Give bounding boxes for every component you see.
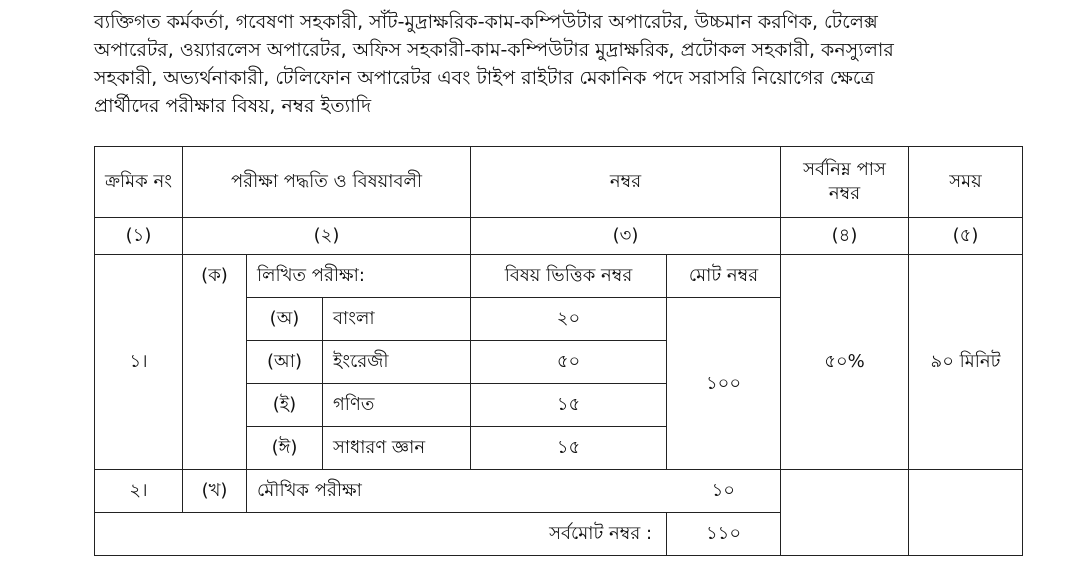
written-serial: ১। [95,255,183,470]
subject-marks: ২০ [471,298,667,341]
viva-pass-empty [781,470,909,556]
subject-marks: ১৫ [471,384,667,427]
viva-marks: ১০ [667,470,781,513]
column-number: (৫) [909,218,1023,255]
written-pass-marks: ৫০% [781,255,909,470]
written-title: লিখিত পরীক্ষা: [247,255,471,298]
header-method: পরীক্ষা পদ্ধতি ও বিষয়াবলী [183,147,471,218]
subject-name: গণিত [323,384,471,427]
viva-label: (খ) [183,470,247,513]
written-label-spacer [183,298,247,470]
written-label: (ক) [183,255,247,298]
grand-total-label: সর্বমোট নম্বর : [95,513,667,556]
viva-title: মৌখিক পরীক্ষা [247,470,667,513]
subject-marks-header: বিষয় ভিত্তিক নম্বর [471,255,667,298]
subject-code: (ই) [247,384,323,427]
viva-time-empty [909,470,1023,556]
column-number-row [95,218,1023,255]
total-marks-header: মোট নম্বর [667,255,781,298]
subject-code: (ঈ) [247,427,323,470]
exam-table [94,146,1023,556]
subject-name: ইংরেজী [323,341,471,384]
written-header-row [95,255,1023,298]
column-number: (৪) [781,218,909,255]
written-time: ৯০ মিনিট [909,255,1023,470]
header-marks: নম্বর [471,147,781,218]
header-pass-marks: সর্বনিম্ন পাস নম্বর [781,147,909,218]
subject-marks: ১৫ [471,427,667,470]
viva-serial: ২। [95,470,183,513]
intro-line: সহকারী, অভ্যর্থনাকারী, টেলিফোন অপারেটর এবং টাইপ রাইটার মেকানিক পদে সরাসরি নিয়োগের ক্ষেত্রে [94,67,875,89]
viva-row [95,470,1023,513]
header-time: সময় [909,147,1023,218]
intro-line: ব্যক্তিগত কর্মকর্তা, গবেষণা সহকারী, সাঁট-মুদ্রাক্ষরিক-কাম-কম্পিউটার অপারেটর, উচ্চমান করণিক, টেলেক্স [94,11,878,33]
intro-paragraph [94,8,1026,120]
grand-total-value: ১১০ [667,513,781,556]
intro-line: প্রার্থীদের পরীক্ষার বিষয়, নম্বর ইত্যাদি [94,95,372,117]
subject-marks: ৫০ [471,341,667,384]
subject-name: বাংলা [323,298,471,341]
column-number: (১) [95,218,183,255]
subject-code: (আ) [247,341,323,384]
column-number: (৩) [471,218,781,255]
subject-code: (অ) [247,298,323,341]
header-serial: ক্রমিক নং [95,147,183,218]
written-total-marks: ১০০ [667,298,781,470]
header-row [95,147,1023,218]
intro-line: অপারেটর, ওয়্যারলেস অপারেটর, অফিস সহকারী-কাম-কম্পিউটার মুদ্রাক্ষরিক, প্রটোকল সহকারী, কনস্যুলার [94,39,894,61]
subject-name: সাধারণ জ্ঞান [323,427,471,470]
column-number: (২) [183,218,471,255]
